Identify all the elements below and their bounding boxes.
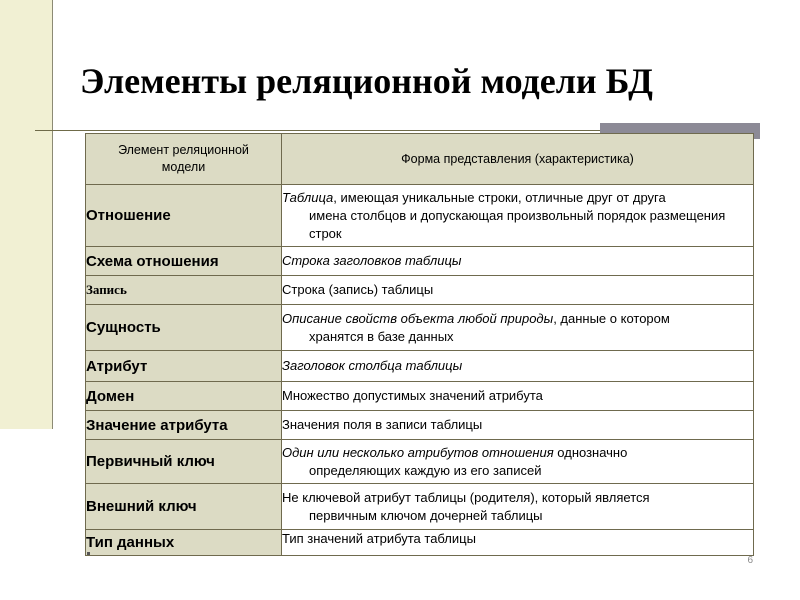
row-description: Строка заголовков таблицы	[282, 247, 754, 276]
table-row	[86, 530, 754, 556]
row-description: Не ключевой атрибут таблицы (родителя), который является первичным ключом дочерней таблицы	[282, 484, 754, 530]
row-name: Домен	[86, 382, 282, 411]
table-row	[86, 247, 754, 276]
header-form: Форма представления (характеристика)	[282, 134, 754, 185]
row-name: Запись	[86, 276, 282, 305]
header-element: Элемент реляционной модели	[86, 134, 282, 185]
row-description: Один или несколько атрибутов отношения однозначно определяющих каждую из его записей	[282, 440, 754, 484]
row-description: Описание свойств объекта любой природы, данные о котором хранятся в базе данных	[282, 305, 754, 351]
page-number: 6	[747, 555, 753, 566]
table-row	[86, 305, 754, 351]
row-name: Первичный ключ	[86, 440, 282, 484]
slide-title: Элементы реляционной модели БД	[80, 61, 653, 101]
table-header-row	[86, 134, 754, 185]
sidebar-divider	[52, 0, 53, 429]
row-name: Отношение	[86, 185, 282, 247]
table-row	[86, 276, 754, 305]
row-description: Таблица, имеющая уникальные строки, отличные друг от друга имена столбцов и допускающая произвольный порядок размещения строк	[282, 185, 754, 247]
relational-model-table	[85, 133, 754, 556]
table-row	[86, 185, 754, 247]
slide-sidebar-band	[0, 0, 52, 429]
row-name: Значение атрибута	[86, 411, 282, 440]
table-row	[86, 440, 754, 484]
table-row	[86, 484, 754, 530]
row-name: Внешний ключ	[86, 484, 282, 530]
row-name: Тип данных	[86, 530, 282, 556]
row-description: Множество допустимых значений атрибута	[282, 382, 754, 411]
row-description: Тип значений атрибута таблицы	[282, 530, 754, 556]
bullet-dot	[87, 552, 90, 555]
row-description: Строка (запись) таблицы	[282, 276, 754, 305]
row-name: Атрибут	[86, 351, 282, 382]
table-row	[86, 382, 754, 411]
row-description: Значения поля в записи таблицы	[282, 411, 754, 440]
row-name: Схема отношения	[86, 247, 282, 276]
table-row	[86, 351, 754, 382]
row-description: Заголовок столбца таблицы	[282, 351, 754, 382]
table-row	[86, 411, 754, 440]
row-name: Сущность	[86, 305, 282, 351]
